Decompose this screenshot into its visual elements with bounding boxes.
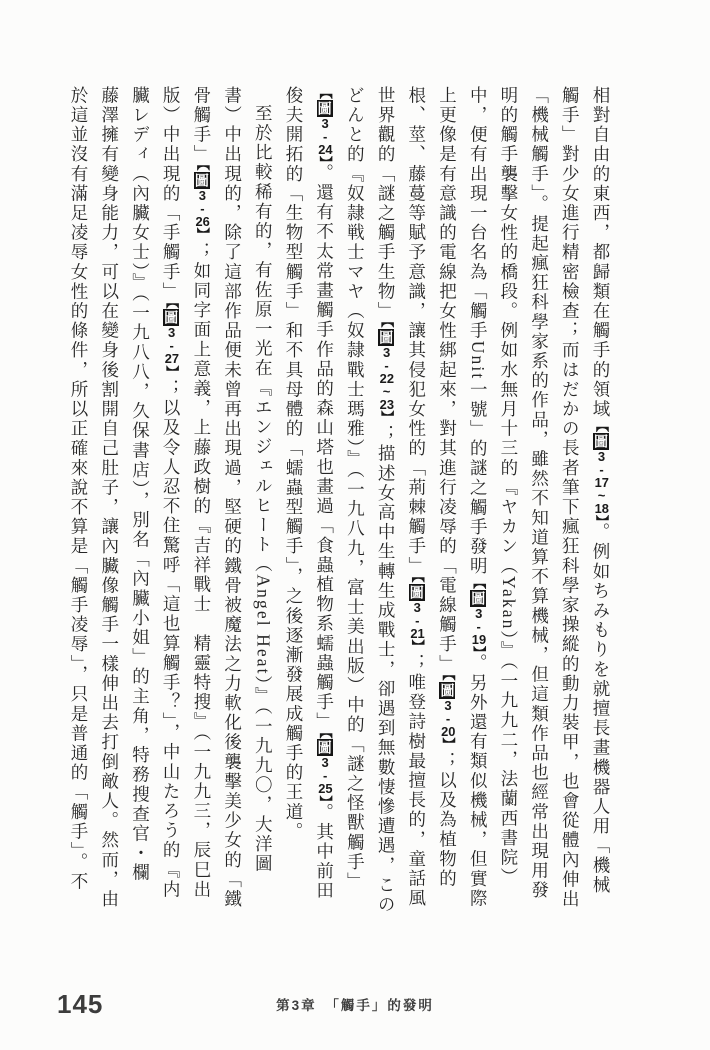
figure-label-icon: 圖: [408, 584, 425, 600]
figure-reference: 【圖3-27】: [163, 301, 180, 380]
text-column: 於這並沒有滿足凌辱女性的條件，所以正確來說不算是「觸手凌辱」，只是普通的「觸手」。不: [69, 86, 90, 892]
text-column: どんと的『奴隷戦士マヤ（奴隷戰士瑪雅）』（一九八九，富士美出版）中的「謎之怪獸觸手」: [345, 86, 366, 892]
figure-reference: 【圖3-19】: [470, 576, 487, 654]
figure-reference: 【圖3-17~18】: [593, 419, 609, 523]
text-column: 根、莖、藤蔓等賦予意識，讓其侵犯女性的「荊棘觸手」【圖3-21】；唯登詩樹最擅長的，童話風: [406, 86, 427, 909]
figure-reference: 【圖3-22~23】: [378, 321, 395, 425]
text-block: [60, 86, 616, 942]
text-column: 藤澤擁有變身能力，可以在變身後割開自己肚子，讓內臟像觸手一樣伸出去打倒敵人。然而，由: [99, 86, 120, 910]
text-column: 骨觸手」【圖3-26】；如同字面上意義，上藤政樹的『吉祥戰士 精靈特搜』（一九九三，辰巳出: [191, 86, 212, 900]
figure-label-icon: 圖: [193, 172, 210, 188]
text-column: 觸手」對少女進行精密檢查；而はだかの長者筆下瘋狂科學家操縱的動力裝甲，也會從體內伸出: [560, 86, 581, 910]
footer: [0, 982, 710, 1022]
text-column: 上更像是有意識的電線把女性綁起來，對其進行凌辱的「電線觸手」【圖3-20】；以及為植物的: [437, 86, 458, 889]
text-column: 俊夫開拓的「生物型觸手」和不具母體的「蠕蟲型觸手」，之後逐漸發展成觸手的王道。: [283, 86, 304, 842]
text-column: 明的觸手襲擊女性的橋段。例如水無月十三的『ヤカン（Yakan）』（一九九二，法蘭西書院）: [498, 86, 519, 888]
text-column: 【圖3-24】。還有不太常畫觸手作品的森山塔也畫過「食蟲植物系蠕蟲觸手」【圖3-25】。其中前田: [314, 86, 335, 901]
figure-reference: 【圖3-26】: [193, 164, 210, 242]
text-column: 版）中出現的「手觸手」【圖3-27】；以及令人忍不住驚呼「這也算觸手？」，中山たろう的『内: [161, 86, 182, 900]
figure-reference: 【圖3-24】: [316, 86, 333, 164]
figure-reference: 【圖3-21】: [408, 576, 425, 654]
figure-label-icon: 圖: [316, 740, 333, 756]
page-number: 145: [57, 989, 104, 1019]
text-column: 相對自由的東西，都歸類在觸手的領域【圖3-17~18】。例如ちみもりを就擅長畫機器人用「機械: [591, 86, 611, 896]
figure-reference: 【圖3-25】: [316, 731, 333, 803]
chapter-title: 第3章 「觸手」的發明: [276, 998, 434, 1013]
text-column: 「機械觸手」。提起瘋狂科學家系的作品，雖然不知道算不算機械，但這類作品也經常出現用發: [529, 86, 550, 901]
figure-reference: 【圖3-20】: [439, 674, 456, 752]
text-column: 書）中出現的，除了這部作品便未曾再出現過，堅硬的鐵骨被魔法之力軟化後襲擊美少女的「鐵: [222, 86, 243, 910]
text-column: 世界觀的「謎之觸手生物」【圖3-22~23】；描述女高中生轉生成戰士，卻遇到無數悽慘遭遇，この: [376, 86, 397, 915]
figure-label-icon: 圖: [163, 310, 180, 326]
figure-label-icon: 圖: [593, 434, 609, 450]
figure-label-icon: 圖: [316, 101, 333, 116]
figure-label-icon: 圖: [470, 591, 487, 607]
figure-label-icon: 圖: [378, 329, 395, 345]
figure-label-icon: 圖: [439, 682, 456, 698]
text-column: 中，便有出現一台名為「觸手Unit一號」的謎之觸手發明【圖3-19】。另外還有類似機械，但實際: [468, 86, 489, 909]
text-column: 臟レディ（內臟女士）』（一九八八，久保書店），別名「內臟小姐」的主角，特務搜查官・欄: [130, 86, 151, 883]
text-column: 至於比較稀有的，有佐原一光在『エンジェルヒート（Angel Heat）』（一九九〇，大洋圖: [253, 103, 274, 874]
